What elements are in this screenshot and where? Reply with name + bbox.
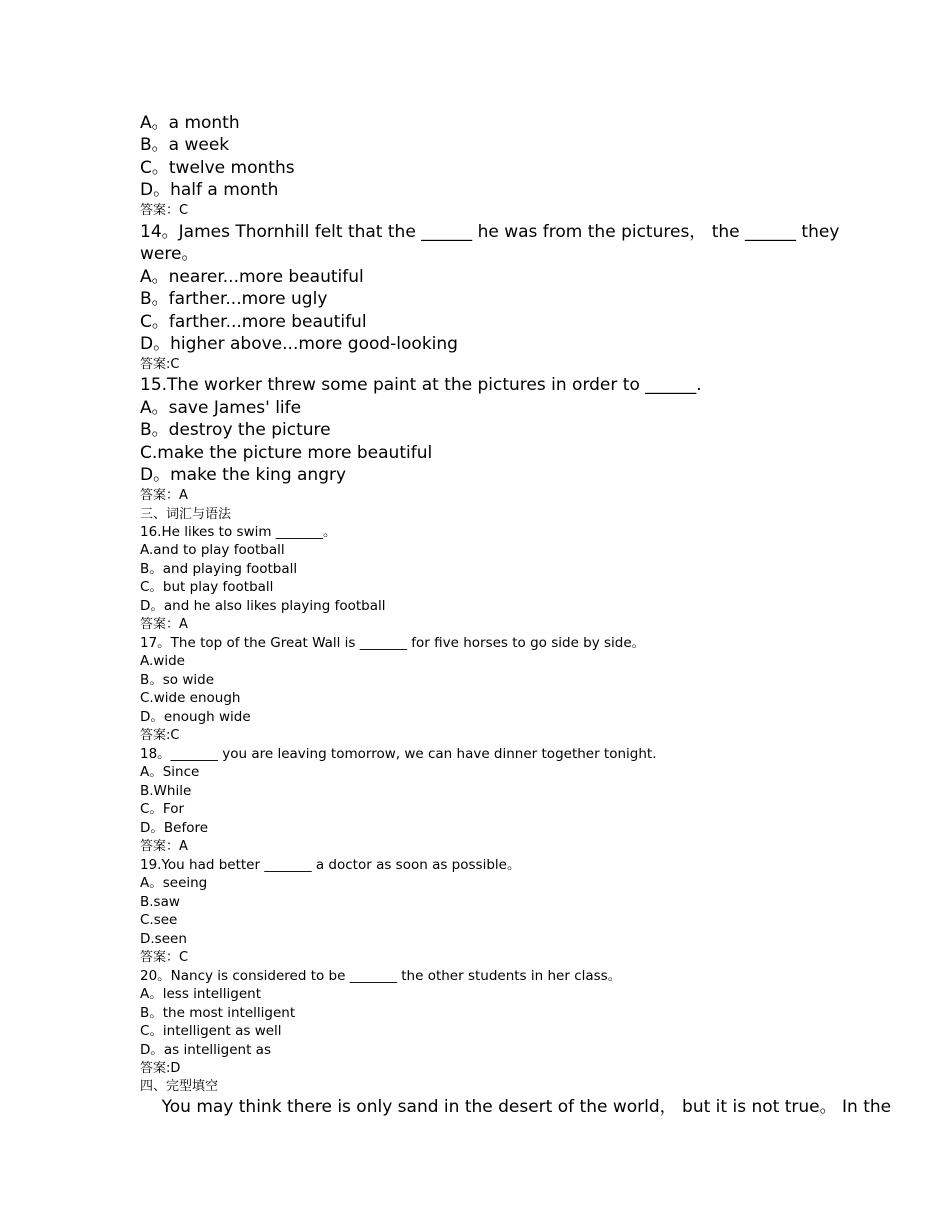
q13-option-b: B。a week (140, 135, 230, 155)
q14-option-c: C。farther...more beautiful (140, 312, 367, 332)
q19-option-c: C.see (140, 912, 178, 928)
q20-question: 20。Nancy is considered to be _______ the other students in her class。 (140, 968, 622, 984)
q16-answer: 答案：A (140, 617, 188, 632)
q13-option-a: A。a month (140, 113, 240, 133)
q17-question: 17。The top of the Great Wall is _______ for five horses to go side by side。 (140, 635, 646, 651)
q18-question: 18。_______ you are leaving tomorrow, we can have dinner together tonight. (140, 746, 657, 762)
q14-option-d: D。higher above...more good-looking (140, 334, 458, 354)
q18-option-a: A。Since (140, 764, 200, 780)
q14-option-b: B。farther...more ugly (140, 289, 328, 309)
q18-option-b: B.While (140, 783, 192, 799)
q17-answer: 答案:C (140, 728, 180, 743)
q19-answer: 答案：C (140, 950, 189, 965)
q18-answer: 答案：A (140, 839, 188, 854)
q15-option-d: D。make the king angry (140, 465, 347, 485)
q17-option-c: C.wide enough (140, 690, 241, 706)
q17-option-a: A.wide (140, 653, 185, 669)
q19-question: 19.You had better _______ a doctor as soon as possible。 (140, 857, 521, 873)
q16-option-a: A.and to play football (140, 542, 285, 558)
q18-option-d: D。Before (140, 820, 209, 836)
q19-option-b: B.saw (140, 894, 180, 910)
q15-option-b: B。destroy the picture (140, 420, 331, 440)
q20-answer: 答案:D (140, 1061, 181, 1076)
section-3-heading: 三、词汇与语法 (140, 507, 232, 522)
q15-answer: 答案：A (140, 488, 188, 503)
q13-answer: 答案：C (140, 203, 189, 218)
q19-option-a: A。seeing (140, 875, 208, 891)
q19-option-d: D.seen (140, 931, 187, 947)
q16-question: 16.He likes to swim _______。 (140, 524, 337, 540)
q20-option-c: C。intelligent as well (140, 1023, 282, 1039)
cloze-passage-line: You may think there is only sand in the desert of the world， but it is not true。 In the (140, 1097, 892, 1117)
q16-option-d: D。and he also likes playing football (140, 598, 386, 614)
q16-option-b: B。and playing football (140, 561, 298, 577)
q15-question: 15.The worker threw some paint at the pictures in order to ______. (140, 375, 702, 395)
q20-option-a: A。less intelligent (140, 986, 262, 1002)
q15-option-a: A。save James' life (140, 398, 302, 418)
q15-option-c: C.make the picture more beautiful (140, 443, 433, 463)
q13-option-c: C。twelve months (140, 158, 295, 178)
q14-answer: 答案:C (140, 357, 180, 372)
q17-option-d: D。enough wide (140, 709, 251, 725)
q14-question: 14。James Thornhill felt that the ______ he was from the pictures， the ______ they (140, 222, 840, 242)
q20-option-b: B。the most intelligent (140, 1005, 296, 1021)
q20-option-d: D。as intelligent as (140, 1042, 271, 1058)
section-4-heading: 四、完型填空 (140, 1079, 219, 1094)
q17-option-b: B。so wide (140, 672, 215, 688)
q13-option-d: D。half a month (140, 180, 279, 200)
q14-option-a: A。nearer...more beautiful (140, 267, 364, 287)
q16-option-c: C。but play football (140, 579, 274, 595)
q14-question-cont: were。 (140, 244, 199, 264)
q18-option-c: C。For (140, 801, 185, 817)
